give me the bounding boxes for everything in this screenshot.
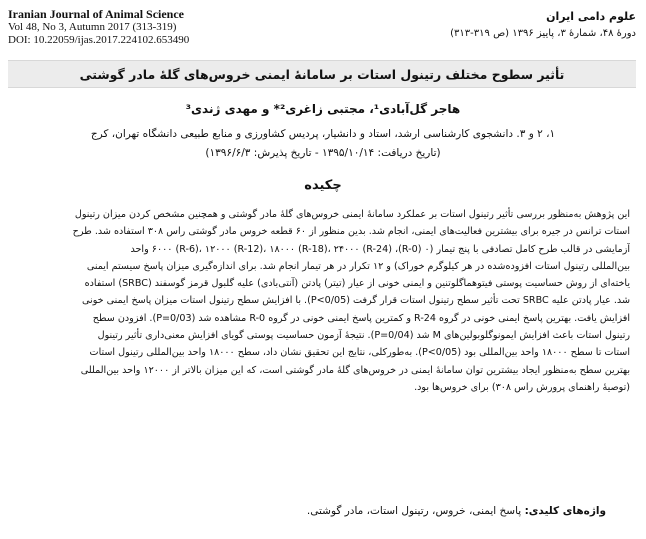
journal-info-fa (450, 8, 636, 42)
author-affiliation: ۱، ۲ و ۳. دانشجوی کارشناسی ارشد، استاد و دانشیار، پردیس کشاورزی و منابع طبیعی دانشگاه تهران، کرج (90, 128, 556, 140)
abstract-line: (توصیۀ راهنمای پرورش راس ۳۰۸) برای خروس‌ها بود. (414, 381, 630, 393)
keywords-label: واژه‌های کلیدی: (524, 505, 606, 517)
paper-authors: هاجر گل‌آبادی¹، مجتبی زاغری²* و مهدی ژندی³ (185, 102, 461, 116)
abstract-line: بهترین سطح به‌منظور ایجاد بیشترین توان سامانۀ ایمنی در خروس‌های گلۀ مادر گوشتی است، که این میزان بالاتر از ۱۲۰۰۰ واحد بین‌المللی (80, 364, 630, 376)
journal-volume-fa: دورۀ ۴۸، شمارۀ ۳، پاییز ۱۳۹۶ (ص ۳۱۹-۳۱۳) (450, 28, 636, 39)
abstract-line: استات تا سطح ۱۸۰۰۰ واحد بین‌المللی بود (P<0/05). به‌طورکلی، نتایج این تحقیق نشان داد، سطح ۱۸۰۰۰ واحد بین‌المللی رتینول استات (89, 347, 630, 359)
keywords-line (307, 505, 606, 517)
abstract-line: شد. عیار پادتن علیه SRBC تحت تأثیر سطح رتینول استات قرار گرفت (P<0/05). با افزایش سطح رتینول استات میزان پاسخ ایمنی خونی (82, 295, 630, 307)
journal-volume-en: Vol 48, No 3, Autumn 2017 (313-319) (8, 21, 177, 33)
abstract-body (18, 206, 630, 396)
received-accepted-dates: (تاریخ دریافت: ۱۳۹۵/۱۰/۱۴ - تاریخ پذیرش: ۱۳۹۶/۶/۳) (205, 147, 441, 159)
journal-name-en: Iranian Journal of Animal Science (8, 7, 185, 21)
journal-info-en (8, 8, 189, 47)
journal-header (0, 8, 646, 50)
keywords-text: پاسخ ایمنی، خروس، رتینول استات، مادر گوشتی. (306, 505, 525, 517)
abstract-line: استات ترانس در جیره برای بیشترین فعالیت‌های ایمنی، انجام شد. بدین منظور از ۶۰ قطعه خروس مادر گوشتی راس ۳۰۸ استفاده شد. طرح (72, 226, 630, 238)
abstract-line: یاخته‌ای از روش حساسیت پوستی فیتوهماگلوتنین و ایمنی خونی از عیار (تیتر) پادتن (آنتی‌بادی) علیه گلبول قرمز گوسفند (SRBC) استفاده (84, 278, 630, 290)
abstract-line: بین‌المللی رتینول استات افزوده‌شده در هر کیلوگرم خوراک) و ۱۲ تکرار در هر تیمار انجام شد. برای اندازه‌گیری میزان پاسخ سیستم ایمنی (86, 260, 630, 272)
journal-name-fa: علوم دامی ایران (546, 10, 636, 23)
abstract-line: افزایش یافت. بهترین پاسخ ایمنی خونی در گروه R-24 و کمترین پاسخ ایمنی خونی در گروه R-0 مشاهده شد (P=0/03). افزودن سطح (92, 312, 630, 324)
abstract-line: آزمایشی در قالب طرح کامل تصادفی با پنج تیمار (۰ (R-0)، ۶۰۰۰ (R-6)، ۱۲۰۰۰ (R-12)، ۱۸۰۰۰ (R-18)، ۲۴۰۰۰ (R-24) واحد (130, 243, 630, 255)
abstract-heading: چکیده (304, 178, 342, 193)
abstract-line: رتینول استات باعث افزایش ایمونوگلوبولین‌های M شد (P=0/04). نتیجۀ آزمون حساسیت پوستی گویای افزایش معنی‌داری تأثیر رتینول (97, 330, 630, 342)
journal-doi: DOI: 10.22059/ijas.2017.224102.653490 (8, 34, 190, 46)
paper-title: تأثیر سطوح مختلف رتینول استات بر سامانۀ ایمنی خروس‌های گلۀ مادر گوشتی (8, 60, 636, 88)
abstract-line: این پژوهش به‌منظور بررسی تأثیر رتینول استات بر عملکرد سامانۀ ایمنی خروس‌های گلۀ مادر گوشتی و همچنین مشخص کردن میزان رتینول (74, 209, 630, 220)
